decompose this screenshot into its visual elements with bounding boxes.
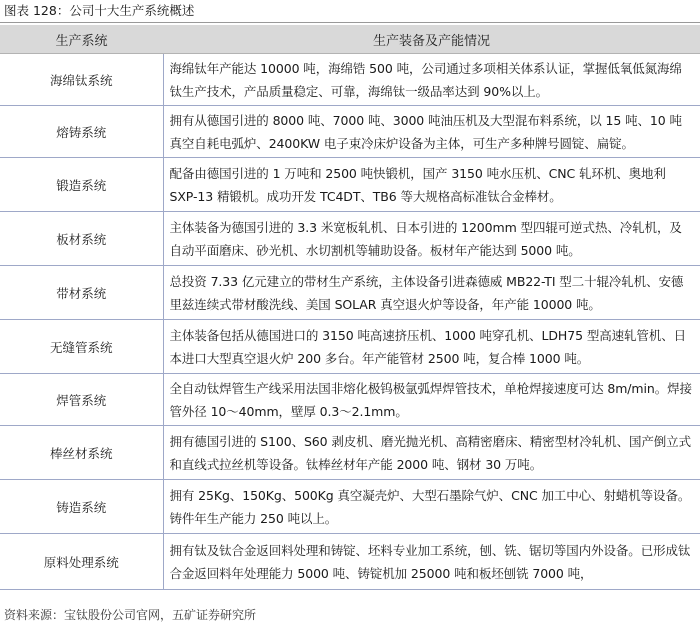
header-description: 生产装备及产能情况	[163, 25, 700, 54]
system-description-cell: 拥有从德国引进的 8000 吨、7000 吨、3000 吨油压机及大型混布料系统，以 15 吨、10 吨真空自耗电弧炉、2400KW 电子束冷床炉设备为主体，可生产多种牌号圆锭、扁锭。	[163, 106, 700, 158]
system-description-cell: 总投资 7.33 亿元建立的带材生产系统，主体设备引进森德威 MB22-TI 型二十辊冷轧机、安德里兹连续式带材酸洗线、美国 SOLAR 真空退火炉等设备，年产能 10000 吨。	[163, 266, 700, 320]
table-row	[0, 320, 700, 374]
system-name-cell: 铸造系统	[0, 480, 163, 534]
system-description-cell: 拥有德国引进的 S100、S60 剥皮机、磨光抛光机、高精密磨床、精密型材冷轧机、国产倒立式和直线式拉丝机等设备。钛棒丝材年产能 2000 吨、钢材 30 万吨。	[163, 426, 700, 480]
system-name-cell: 熔铸系统	[0, 106, 163, 158]
system-name-cell: 棒丝材系统	[0, 426, 163, 480]
table-row	[0, 212, 700, 266]
table-row	[0, 480, 700, 534]
source-note: 资料来源：宝钛股份公司官网，五矿证券研究所	[4, 608, 257, 622]
table-row	[0, 54, 700, 106]
system-name-cell: 带材系统	[0, 266, 163, 320]
system-name-cell: 原料处理系统	[0, 534, 163, 590]
system-description-cell: 配备由德国引进的 1 万吨和 2500 吨快锻机，国产 3150 吨水压机、CNC 轧环机、奥地利 SXP-13 精锻机。成功开发 TC4DT、TB6 等大规格高标准钛合金棒材。	[163, 158, 700, 212]
system-description-cell: 拥有 25Kg、150Kg、500Kg 真空凝壳炉、大型石墨除气炉、CNC 加工中心、射蜡机等设备。铸件年生产能力 250 吨以上。	[163, 480, 700, 534]
table-header-row	[0, 25, 700, 54]
system-description-cell: 拥有钛及钛合金返回料处理和铸锭、坯料专业加工系统，刨、铣、锯切等国内外设备。已形成钛合金返回料年处理能力 5000 吨、铸锭机加 25000 吨和板坯刨铣 7000 吨，	[163, 534, 700, 590]
table-row	[0, 266, 700, 320]
system-description-cell: 全自动钛焊管生产线采用法国非熔化极钨极氩弧焊焊管技术，单枪焊接速度可达 8m/min。焊接管外径 10～40mm，壁厚 0.3～2.1mm。	[163, 374, 700, 426]
production-systems-table	[0, 25, 700, 590]
system-description-cell: 主体装备为德国引进的 3.3 米宽板轧机、日本引进的 1200mm 型四辊可逆式热、冷轧机，及自动平面磨床、砂光机、水切割机等辅助设备。板材年产能达到 5000 吨。	[163, 212, 700, 266]
table-row	[0, 534, 700, 590]
table-caption: 图表 128：公司十大生产系统概述	[4, 3, 195, 18]
table-row	[0, 158, 700, 212]
header-system: 生产系统	[0, 25, 163, 54]
system-description-cell: 海绵钛年产能达 10000 吨，海绵锆 500 吨，公司通过多项相关体系认证，掌握低氧低氮海绵钛生产技术，产品质量稳定、可靠，海绵钛一级品率达到 90%以上。	[163, 54, 700, 106]
system-name-cell: 无缝管系统	[0, 320, 163, 374]
system-description-cell: 主体装备包括从德国进口的 3150 吨高速挤压机、1000 吨穿孔机、LDH75 型高速轧管机、日本进口大型真空退火炉 200 多台。年产能管材 2500 吨，复合棒 1000 吨。	[163, 320, 700, 374]
table-row	[0, 374, 700, 426]
caption-divider	[0, 22, 700, 23]
table-row	[0, 106, 700, 158]
system-name-cell: 焊管系统	[0, 374, 163, 426]
system-name-cell: 板材系统	[0, 212, 163, 266]
table-row	[0, 426, 700, 480]
system-name-cell: 海绵钛系统	[0, 54, 163, 106]
system-name-cell: 锻造系统	[0, 158, 163, 212]
